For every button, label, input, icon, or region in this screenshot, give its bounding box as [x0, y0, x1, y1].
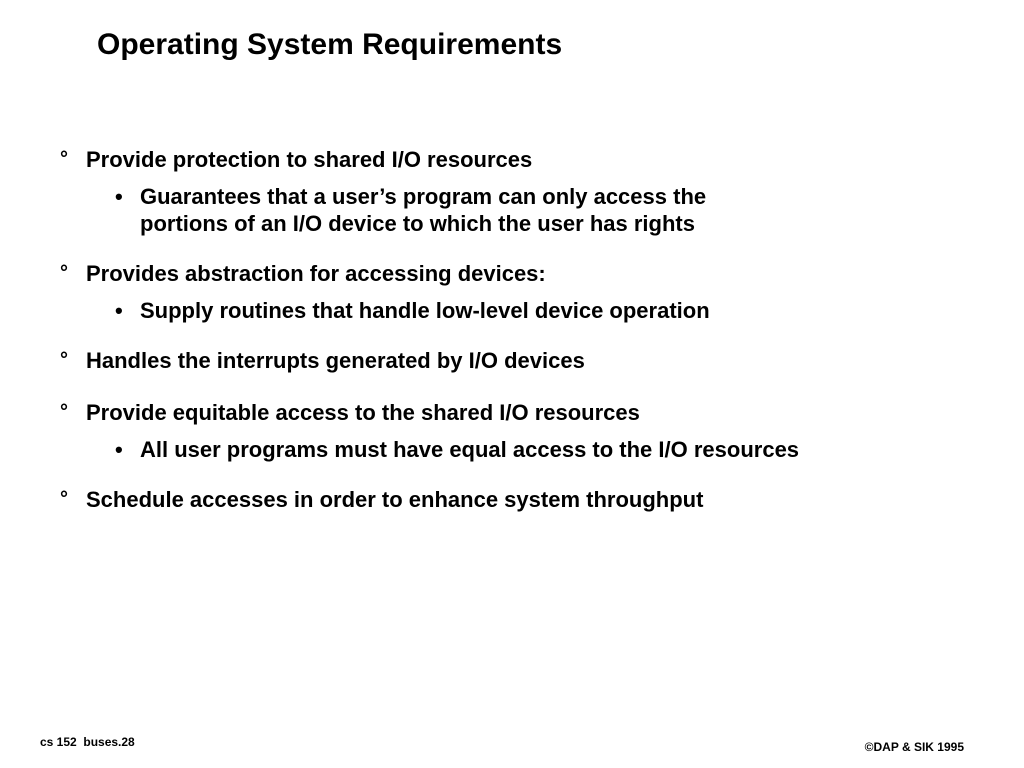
- bullet-item: [60, 259, 960, 324]
- bullet-item: [60, 398, 960, 463]
- bullet-main-line: [60, 346, 960, 376]
- sub-bullet: [115, 183, 960, 237]
- bullet-main-line: [60, 145, 960, 175]
- bullet-item: [60, 145, 960, 237]
- bullet-main-line: [60, 259, 960, 289]
- bullet-list: [60, 145, 960, 537]
- degree-bullet-icon: °: [60, 488, 68, 510]
- bullet-main-line: [60, 398, 960, 428]
- bullet-item: [60, 346, 960, 376]
- dot-bullet-icon: •: [115, 184, 123, 209]
- sub-bullet: [115, 436, 960, 463]
- bullet-text: Provide protection to shared I/O resources: [86, 147, 533, 172]
- dot-bullet-icon: •: [115, 298, 123, 323]
- bullet-text: Handles the interrupts generated by I/O devices: [86, 348, 585, 373]
- degree-bullet-icon: °: [60, 401, 68, 423]
- footer-course-label: cs 152 buses.28: [40, 735, 135, 749]
- sub-bullet-text: [140, 297, 960, 324]
- bullet-text: Schedule accesses in order to enhance system throughput: [86, 487, 704, 512]
- degree-bullet-icon: °: [60, 262, 68, 284]
- degree-bullet-icon: °: [60, 349, 68, 371]
- bullet-main-line: [60, 485, 960, 515]
- sub-bullet-text: [140, 183, 960, 237]
- sub-bullet-line: All user programs must have equal access to the I/O resources: [140, 437, 800, 462]
- sub-bullet-line: Supply routines that handle low-level device operation: [140, 298, 710, 323]
- sub-bullet-line: portions of an I/O device to which the user has rights: [140, 211, 695, 236]
- sub-bullet-text: [140, 436, 960, 463]
- footer-copyright: ©DAP & SIK 1995: [864, 740, 964, 754]
- sub-bullet-line: Guarantees that a user’s program can only access the: [140, 184, 707, 209]
- degree-bullet-icon: °: [60, 148, 68, 170]
- bullet-item: [60, 485, 960, 515]
- bullet-text: Provide equitable access to the shared I/O resources: [86, 400, 640, 425]
- sub-bullet: [115, 297, 960, 324]
- page-title: Operating System Requirements: [97, 28, 563, 61]
- bullet-text: Provides abstraction for accessing devices:: [86, 261, 546, 286]
- dot-bullet-icon: •: [115, 437, 123, 462]
